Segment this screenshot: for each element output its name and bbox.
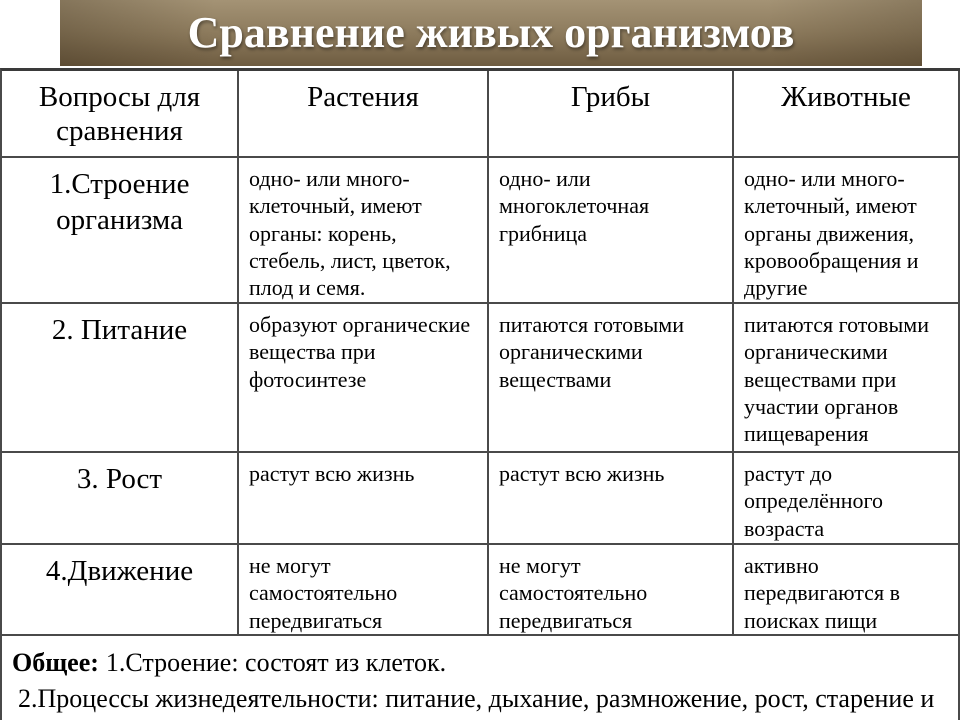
- cell-line: питаются готовыми: [744, 312, 929, 337]
- slide-title: Сравнение живых организмов: [187, 8, 795, 57]
- header-questions-line: сравнения: [56, 115, 183, 147]
- row-label-movement: [2, 545, 239, 636]
- cell-line: грибница: [499, 220, 588, 246]
- cell-nutrition-fungi: [489, 304, 734, 453]
- cell-line: клеточный, имеют: [249, 193, 422, 219]
- summary-footer: [2, 636, 960, 720]
- cell-line: определённого: [744, 488, 883, 514]
- summary-line-2: 2.Процессы жизнедеятельности: питание, дыхание, размножение, рост, старение и: [18, 684, 935, 713]
- row-label-nutrition: [2, 304, 239, 453]
- cell-line: активно: [744, 553, 819, 578]
- cell-line: другие: [744, 275, 808, 301]
- summary-line-1: [12, 645, 958, 681]
- header-questions-line: Вопросы для: [38, 81, 201, 113]
- cell-line: передвигаются в: [744, 580, 900, 606]
- summary-label: Общее:: [12, 648, 99, 677]
- summary-structure-text: 1.Строение: состоят из клеток.: [105, 648, 447, 677]
- cell-movement-fungi: [489, 545, 734, 636]
- cell-line: клеточный, имеют: [744, 193, 917, 219]
- cell-line: передвигаться: [249, 607, 383, 633]
- cell-line: кровообращения и: [744, 247, 919, 273]
- cell-line: не могут: [499, 553, 581, 578]
- cell-movement-plants: [239, 545, 489, 636]
- row-label-line: 2. Питание: [51, 314, 188, 346]
- cell-line: органическими: [499, 339, 643, 365]
- cell-line: питаются готовыми: [499, 312, 684, 337]
- cell-line: пищеварения: [744, 421, 869, 447]
- comparison-table: [0, 68, 960, 720]
- header-fungi: Грибы: [489, 71, 734, 158]
- cell-movement-animals: [734, 545, 960, 636]
- cell-nutrition-animals: [734, 304, 960, 453]
- row-label-growth: [2, 453, 239, 545]
- cell-line: одно- или много-: [249, 166, 410, 191]
- cell-line: поисках пищи: [744, 607, 878, 633]
- header-plants: Растения: [239, 71, 489, 158]
- cell-line: многоклеточная: [499, 193, 650, 219]
- header-animals: Животные: [734, 71, 960, 158]
- cell-growth-fungi: [489, 453, 734, 545]
- row-label-line: 1.Строение: [49, 168, 190, 200]
- title-bar: [60, 0, 922, 66]
- cell-line: растут до: [744, 461, 833, 486]
- cell-line: растут всю жизнь: [249, 461, 415, 486]
- cell-line: вещества при: [249, 339, 376, 365]
- cell-line: одно- или много-: [744, 166, 905, 191]
- cell-line: органическими: [744, 339, 888, 365]
- cell-line: участии органов: [744, 393, 899, 419]
- cell-line: фотосинтезе: [249, 366, 367, 392]
- cell-growth-animals: [734, 453, 960, 545]
- row-label-line: 3. Рост: [76, 463, 163, 495]
- cell-line: самостоятельно: [499, 580, 648, 606]
- cell-line: не могут: [249, 553, 331, 578]
- cell-growth-plants: [239, 453, 489, 545]
- cell-line: растут всю жизнь: [499, 461, 665, 486]
- cell-line: стебель, лист, цветок,: [249, 247, 451, 273]
- cell-line: самостоятельно: [249, 580, 398, 606]
- cell-line: возраста: [744, 515, 825, 541]
- cell-structure-fungi: [489, 158, 734, 304]
- cell-nutrition-plants: [239, 304, 489, 453]
- cell-line: одно- или: [499, 166, 591, 191]
- cell-line: веществами при: [744, 366, 897, 392]
- cell-line: органы: корень,: [249, 220, 397, 246]
- cell-line: образуют органические: [249, 312, 471, 337]
- cell-line: органы движения,: [744, 220, 915, 246]
- header-questions: [2, 71, 239, 158]
- cell-line: передвигаться: [499, 607, 633, 633]
- cell-structure-animals: [734, 158, 960, 304]
- cell-line: плод и семя.: [249, 275, 366, 301]
- row-label-structure: [2, 158, 239, 304]
- row-label-line: 4.Движение: [45, 555, 194, 587]
- cell-line: веществами: [499, 366, 612, 392]
- row-label-line: организма: [56, 204, 183, 236]
- cell-structure-plants: [239, 158, 489, 304]
